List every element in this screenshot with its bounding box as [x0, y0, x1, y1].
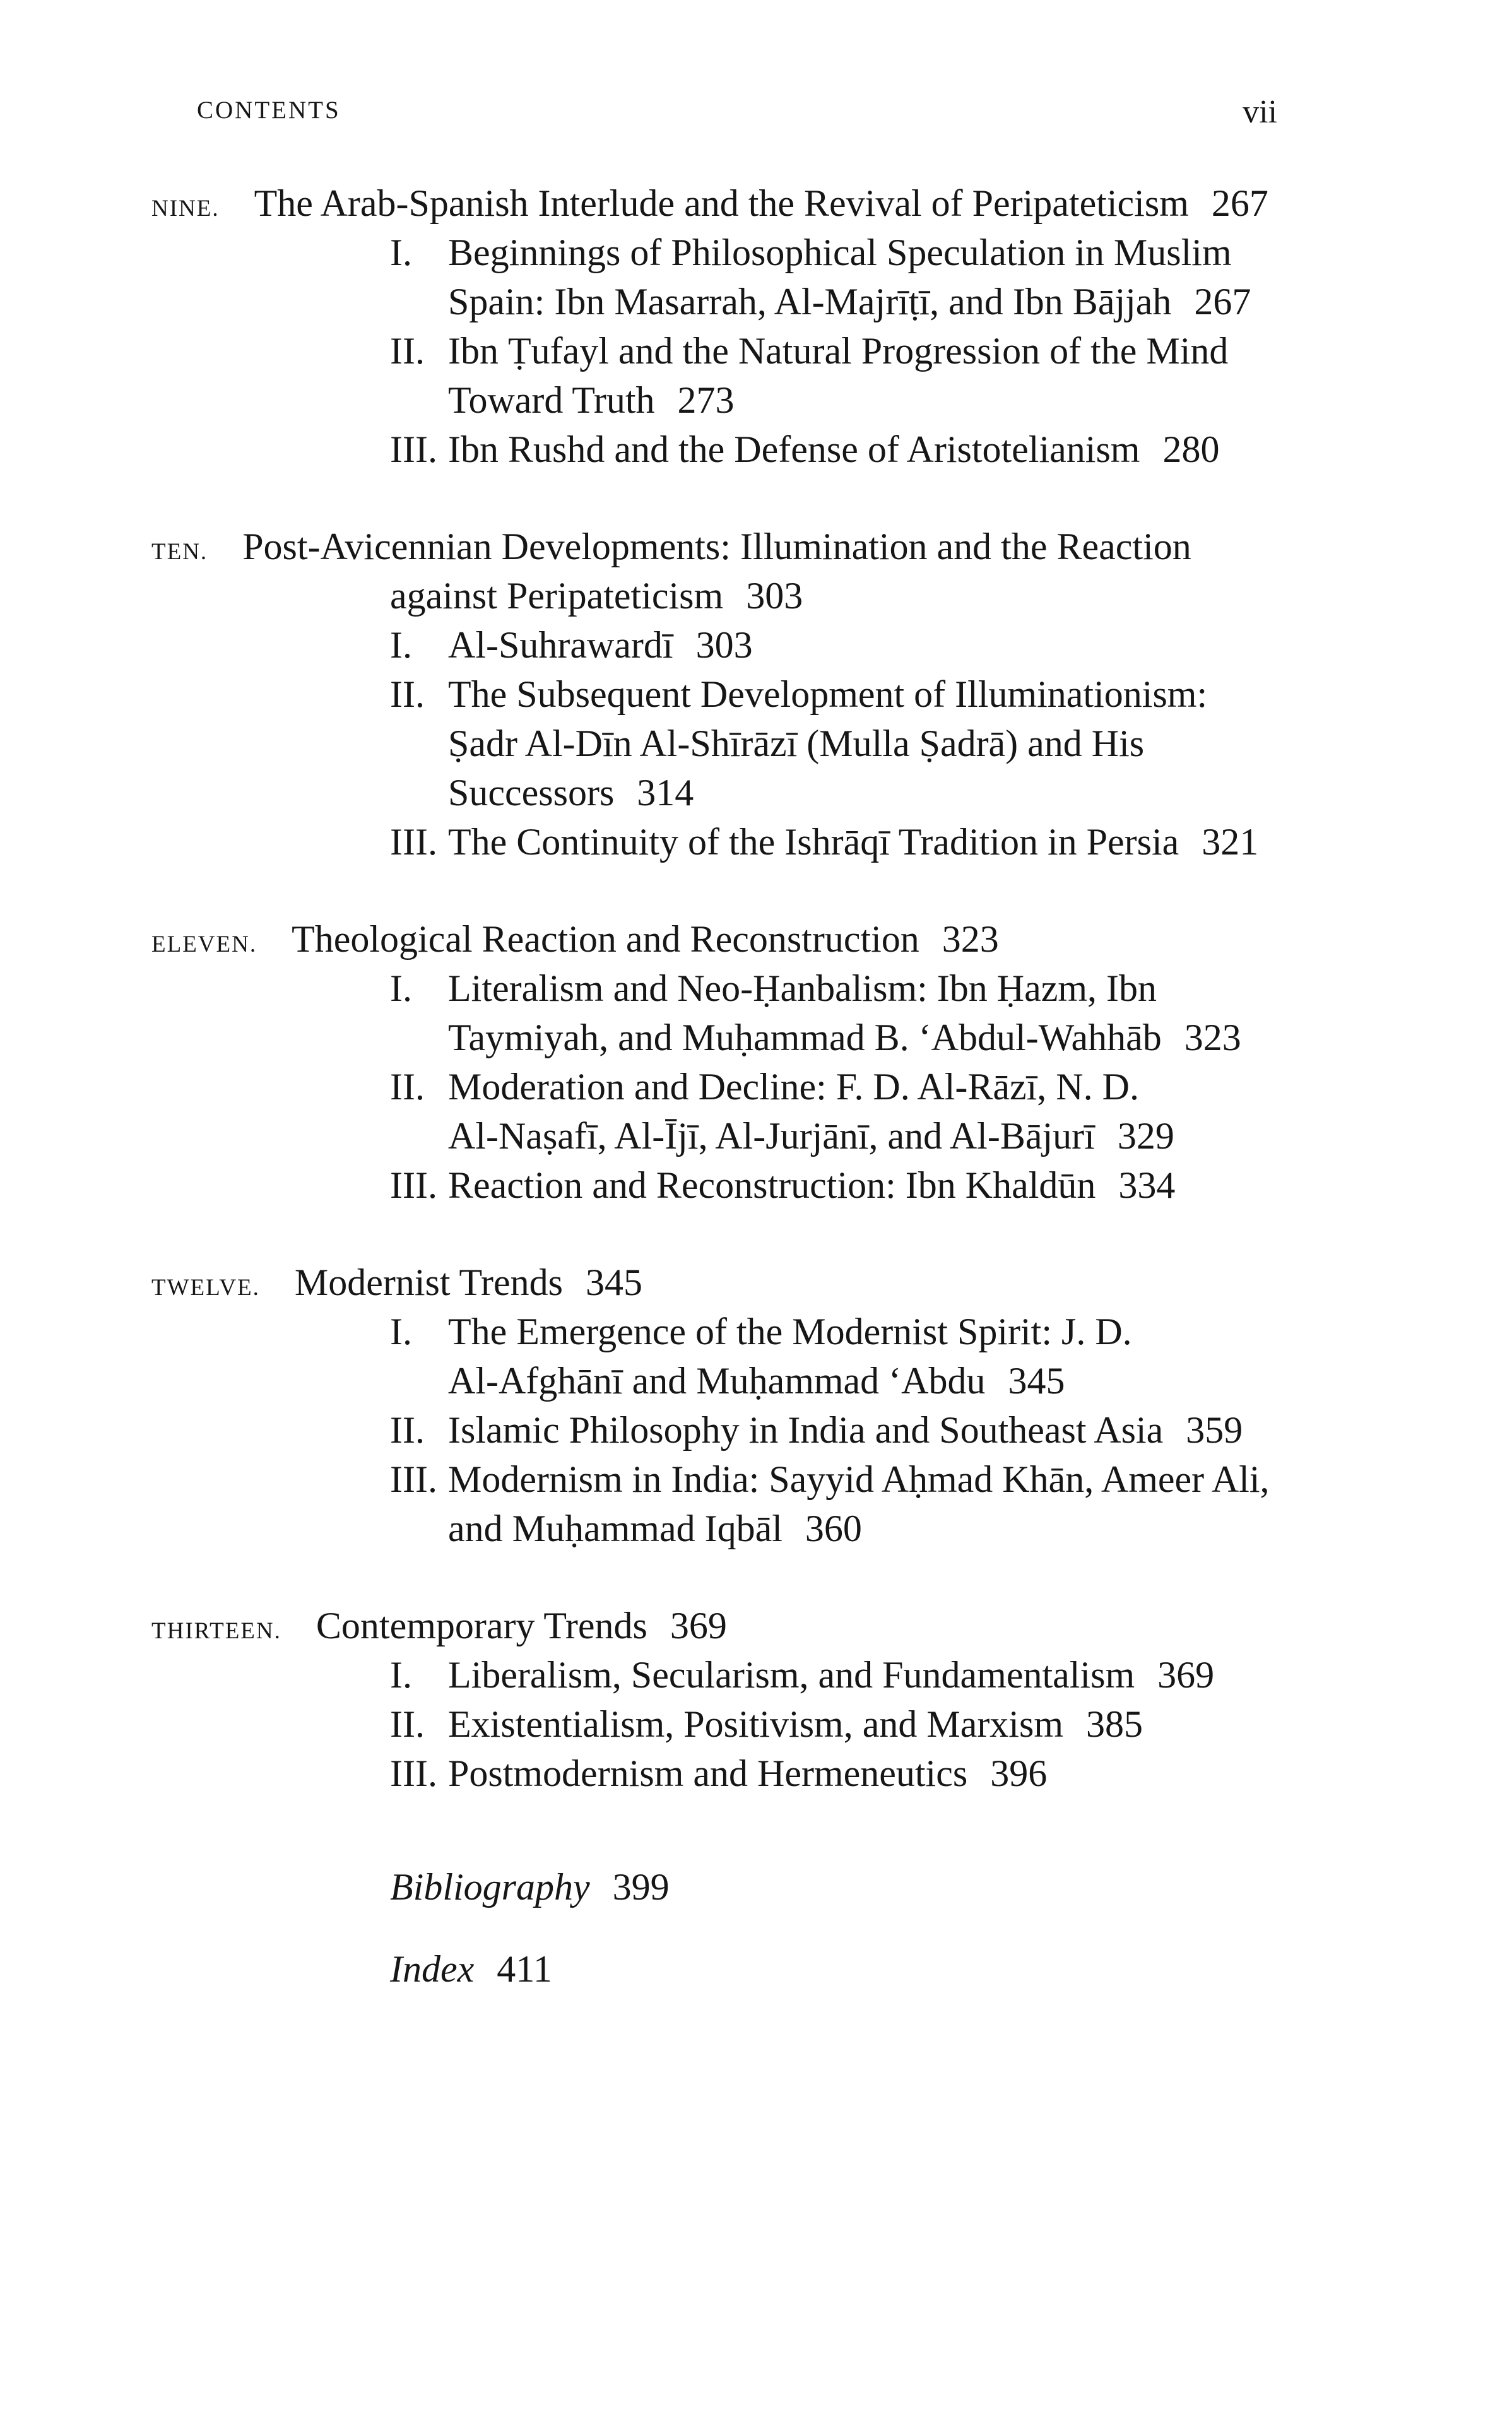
- section-title[interactable]: Moderation and Decline: F. D. Al-Rāzī, N. D.: [448, 1066, 1139, 1108]
- section-title[interactable]: The Emergence of the Modernist Spirit: J. D.: [448, 1311, 1132, 1352]
- section-title-cont[interactable]: Al-Afghānī and Muḥammad ʻAbdu 345: [448, 1360, 1065, 1402]
- page-number: 273: [677, 379, 735, 421]
- chapter-heading[interactable]: [151, 184, 1268, 222]
- section-title-cont[interactable]: and Muḥammad Iqbāl 360: [448, 1508, 862, 1549]
- page-number: 345: [585, 1262, 642, 1303]
- page-number: 267: [1194, 281, 1251, 322]
- section-title[interactable]: Islamic Philosophy in India and Southeast Asia 359: [448, 1409, 1243, 1451]
- page-number: 360: [805, 1508, 862, 1549]
- page-number: 323: [942, 918, 999, 960]
- section-number: I.: [390, 1311, 412, 1352]
- section-title[interactable]: Beginnings of Philosophical Speculation in Muslim: [448, 232, 1232, 273]
- bibliography-entry[interactable]: [390, 1868, 670, 1906]
- chapter-title: Modernist Trends: [294, 1262, 563, 1303]
- section-title[interactable]: The Subsequent Development of Illuminationism:: [448, 673, 1208, 715]
- section-title[interactable]: Reaction and Reconstruction: Ibn Khaldūn 334: [448, 1164, 1176, 1206]
- section-title[interactable]: Ibn Ṭufayl and the Natural Progression of the Mind: [448, 330, 1229, 372]
- section-title-cont[interactable]: Toward Truth 273: [448, 379, 735, 421]
- chapter-heading[interactable]: [151, 1607, 727, 1645]
- chapter-label: ELEVEN.: [151, 931, 257, 957]
- section-title[interactable]: Existentialism, Positivism, and Marxism 385: [448, 1703, 1143, 1745]
- page-number: 411: [497, 1948, 553, 1990]
- header-title: CONTENTS: [197, 97, 341, 124]
- section-number: I.: [390, 1654, 412, 1696]
- chapter-heading[interactable]: [151, 528, 1191, 565]
- section-title[interactable]: Modernism in India: Sayyid Aḥmad Khān, Ameer Ali,: [448, 1458, 1270, 1500]
- section-title-cont[interactable]: Successors 314: [448, 772, 694, 813]
- page-number: 345: [1008, 1360, 1065, 1402]
- chapter-title: The Arab-Spanish Interlude and the Revival of Peripateticism: [254, 182, 1189, 224]
- page-number: 280: [1162, 429, 1220, 470]
- section-number: II.: [390, 330, 425, 372]
- page-number: 369: [1157, 1654, 1215, 1696]
- page-number: 385: [1086, 1703, 1143, 1745]
- chapter-title-cont[interactable]: against Peripateticism 303: [390, 575, 803, 617]
- section-number: III.: [390, 429, 437, 470]
- chapter-label: TWELVE.: [151, 1275, 260, 1301]
- section-number: I.: [390, 624, 412, 666]
- section-title-cont[interactable]: Taymiyah, and Muḥammad B. ʻAbdul-Wahhāb 323: [448, 1017, 1241, 1058]
- section-number: I.: [390, 967, 412, 1009]
- section-title[interactable]: Postmodernism and Hermeneutics 396: [448, 1753, 1048, 1794]
- page-number: 323: [1184, 1017, 1241, 1058]
- page-number: 329: [1117, 1115, 1174, 1157]
- chapter-title: Contemporary Trends: [316, 1605, 647, 1646]
- page-number: 321: [1202, 821, 1259, 863]
- page-number: 399: [612, 1866, 670, 1908]
- section-number: I.: [390, 232, 412, 273]
- section-number: III.: [390, 1753, 437, 1794]
- page-number: 303: [695, 624, 753, 666]
- section-number: II.: [390, 1066, 425, 1108]
- section-number: III.: [390, 821, 437, 863]
- chapter-heading[interactable]: [151, 920, 999, 958]
- section-title[interactable]: Liberalism, Secularism, and Fundamentalism 369: [448, 1654, 1215, 1696]
- chapter-label: TEN.: [151, 539, 208, 565]
- section-number: III.: [390, 1458, 437, 1500]
- page-number: 369: [670, 1605, 727, 1646]
- page-number: 303: [746, 575, 803, 617]
- section-title-cont[interactable]: Al-Naṣafī, Al-Ījī, Al-Jurjānī, and Al-Bājurī 329: [448, 1115, 1174, 1157]
- bibliography-title: Bibliography: [390, 1866, 590, 1908]
- section-title-cont[interactable]: Ṣadr Al-Dīn Al-Shīrāzī (Mulla Ṣadrā) and His: [448, 723, 1145, 764]
- page-number: 267: [1211, 182, 1268, 224]
- section-title-cont[interactable]: Spain: Ibn Masarrah, Al-Majrīṭī, and Ibn Bājjah 267: [448, 281, 1251, 322]
- index-title: Index: [390, 1948, 475, 1990]
- section-title[interactable]: The Continuity of the Ishrāqī Tradition in Persia 321: [448, 821, 1259, 863]
- chapter-label: NINE.: [151, 196, 220, 222]
- section-title[interactable]: Literalism and Neo-Ḥanbalism: Ibn Ḥazm, Ibn: [448, 967, 1157, 1009]
- section-number: II.: [390, 1703, 425, 1745]
- chapter-label: THIRTEEN.: [151, 1618, 281, 1644]
- chapter-heading[interactable]: [151, 1263, 642, 1301]
- header-page-number: vii: [1243, 94, 1277, 130]
- page-number: 359: [1186, 1409, 1243, 1451]
- chapter-title: Theological Reaction and Reconstruction: [292, 918, 919, 960]
- page-number: 396: [990, 1753, 1048, 1794]
- section-title[interactable]: Al-Suhrawardī 303: [448, 624, 753, 666]
- chapter-title: Post-Avicennian Developments: Illumination and the Reaction: [242, 526, 1191, 567]
- running-header: [197, 96, 1277, 140]
- index-entry[interactable]: [390, 1950, 552, 1988]
- page-number: 334: [1118, 1164, 1176, 1206]
- section-number: II.: [390, 1409, 425, 1451]
- page-number: 314: [637, 772, 694, 813]
- section-number: II.: [390, 673, 425, 715]
- section-title[interactable]: Ibn Rushd and the Defense of Aristotelianism 280: [448, 429, 1220, 470]
- section-number: III.: [390, 1164, 437, 1206]
